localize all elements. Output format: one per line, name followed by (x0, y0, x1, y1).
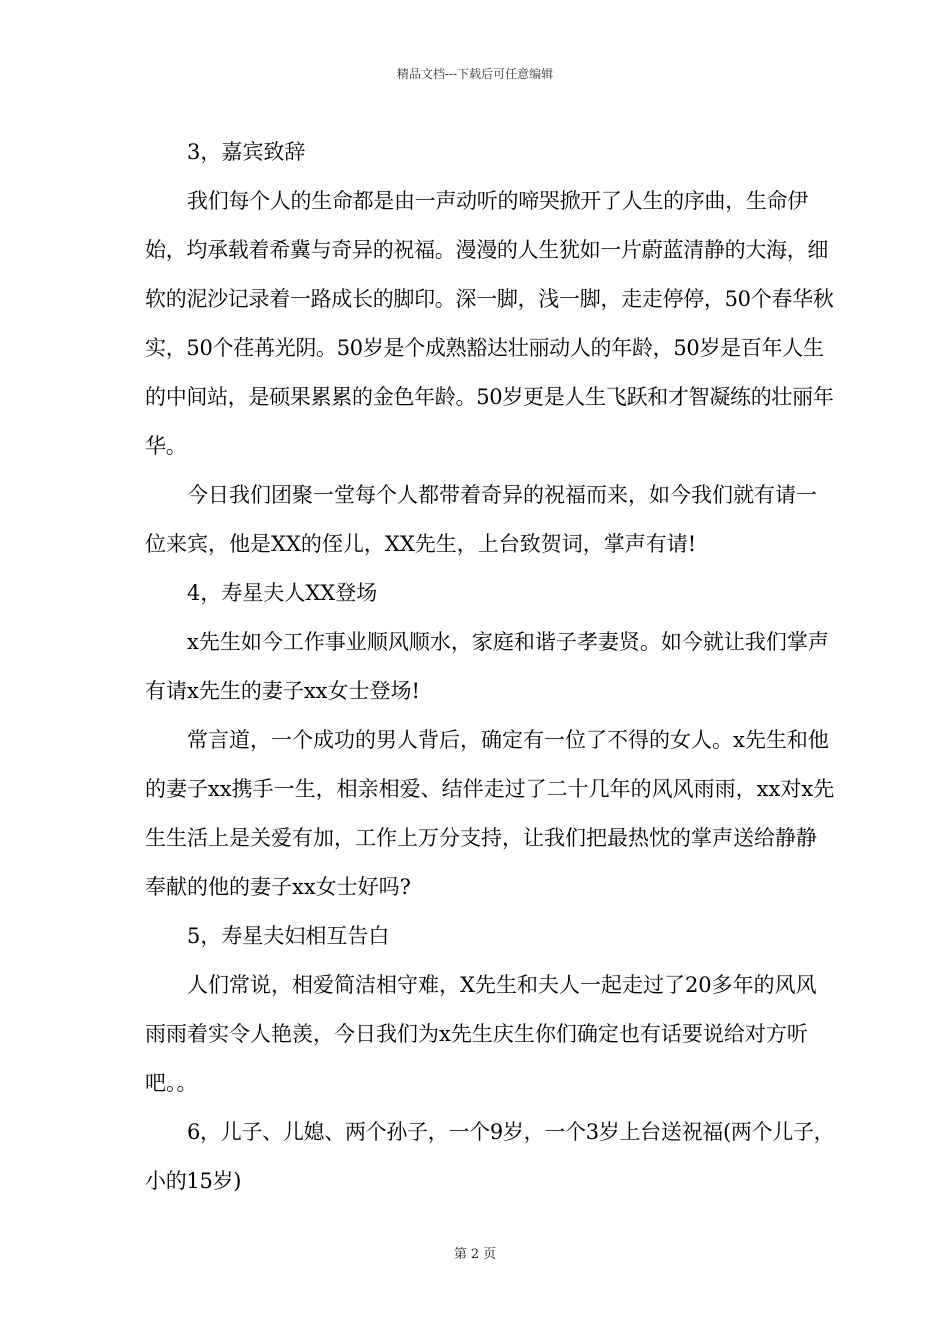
paragraph-wife-invite: x先生如今工作事业顺风顺水，家庭和谐子孝妻贤。如今就让我们掌声有请x先生的妻子xx女士登场! (145, 630, 829, 703)
footer-suffix: 页 (483, 1247, 497, 1262)
section-heading-5: 5，寿星夫妇相互告白 (187, 924, 390, 948)
section-heading-4: 4，寿星夫人XX登场 (187, 581, 378, 605)
paragraph-wife-tribute: 常言道，一个成功的男人背后，确定有一位了不得的女人。x先生和他的妻子xx携手一生，相亲相爱、结伴走过了二十几年的风风雨雨，xx对x先生生活上是关爱有加，工作上万分支持，让我们把最热忱的掌声送给静静奉献的他的妻子xx女士好吗? (145, 728, 835, 899)
page-number: 2 (470, 1247, 480, 1262)
footer-prefix: 第 (453, 1247, 467, 1262)
paragraph-guest-invite: 今日我们团聚一堂每个人都带着奇异的祝福而来，如今我们就有请一位来宾，他是XX的侄儿，XX先生，上台致贺词，掌声有请! (145, 483, 817, 556)
document-body (145, 128, 835, 1206)
page-footer (0, 1246, 950, 1264)
section-heading-6: 6，儿子、儿媳、两个孙子，一个9岁，一个3岁上台送祝福(两个儿子，小的15岁) (145, 1120, 835, 1193)
section-heading-3: 3，嘉宾致辞 (187, 140, 306, 164)
header-text: 精品文档---下载后可任意编辑 (396, 67, 554, 81)
paragraph-life-prelude: 我们每个人的生命都是由一声动听的啼哭掀开了人生的序曲，生命伊始，均承载着希冀与奇异的祝福。漫漫的人生犹如一片蔚蓝清静的大海，细软的泥沙记录着一路成长的脚印。深一脚，浅一脚，走走停停，50个春华秋实，50个荏苒光阴。50岁是个成熟豁达壮丽动人的年龄，50岁是百年人生的中间站，是硕果累累的金色年龄。50岁更是人生飞跃和才智凝练的壮丽年华。 (145, 189, 834, 458)
page-header (0, 66, 950, 82)
paragraph-couple-confession: 人们常说，相爱简洁相守难，X先生和夫人一起走过了20多年的风风雨雨着实令人艳羡，今日我们为x先生庆生你们确定也有话要说给对方听吧。。 (145, 973, 817, 1095)
